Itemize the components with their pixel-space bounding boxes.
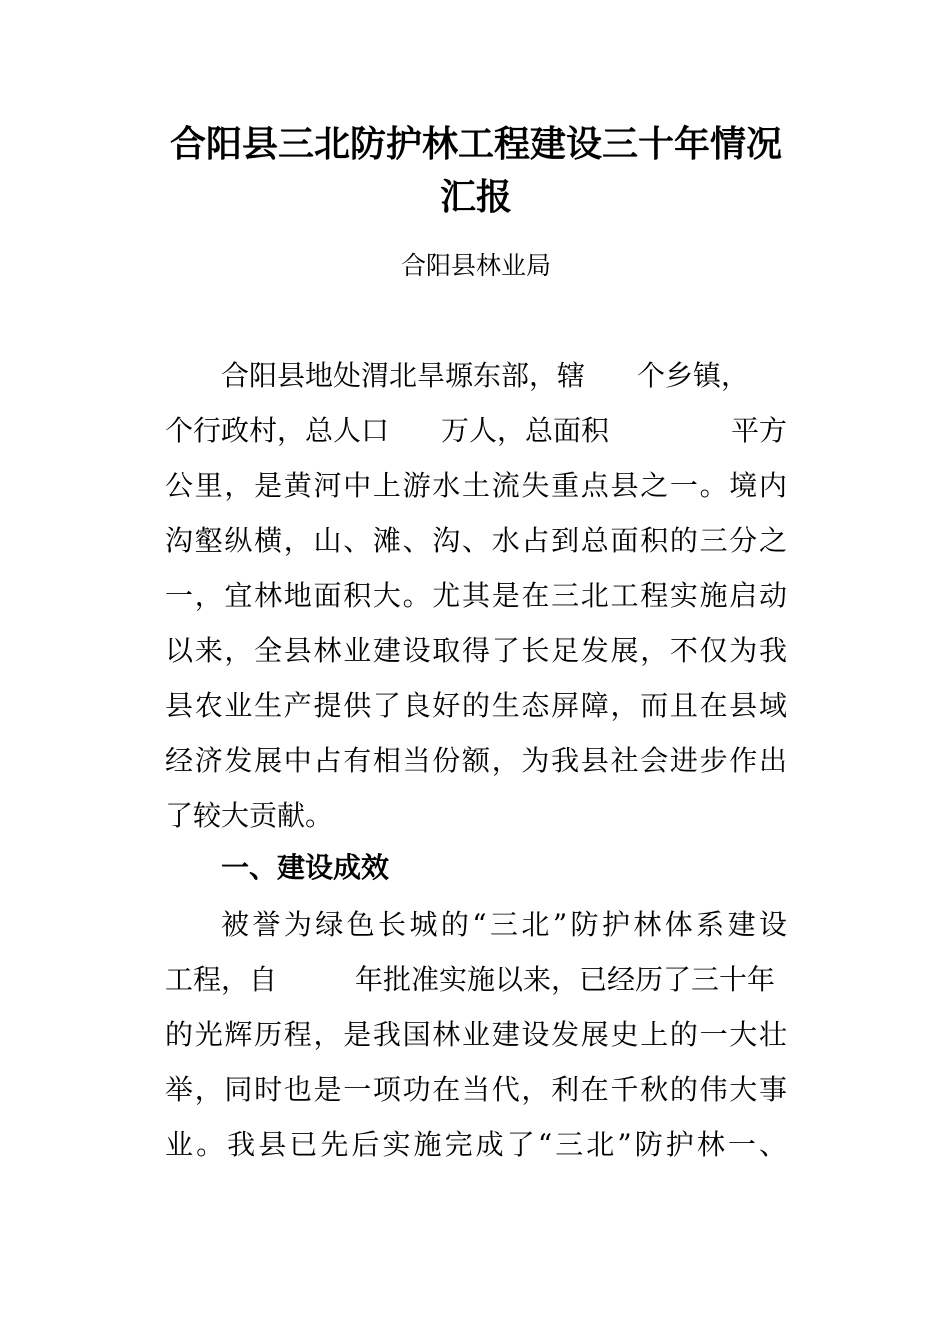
paragraph-1-line-5: 一，宜林地面积大。尤其是在三北工程实施启动 — [165, 579, 787, 612]
paragraph-1-line-2-part-3: 平方 — [731, 414, 788, 447]
paragraph-2-line-4: 举，同时也是一项功在当代，利在千秋的伟大事 — [165, 1073, 787, 1106]
paragraph-2-line-3: 的光辉历程，是我国林业建设发展史上的一大壮 — [165, 1018, 787, 1051]
paragraph-2-line-2-part-1: 工程，自 — [165, 963, 278, 996]
paragraph-1-line-3: 公里，是黄河中上游水土流失重点县之一。境内 — [165, 469, 787, 502]
paragraph-1-line-8: 经济发展中占有相当份额，为我县社会进步作出 — [165, 744, 787, 777]
paragraph-1-line-6: 以来，全县林业建设取得了长足发展，不仅为我 — [165, 634, 787, 667]
paragraph-1-line-7: 县农业生产提供了良好的生态屏障，而且在县域 — [165, 689, 787, 722]
document-title-line-1: 合阳县三北防护林工程建设三十年情况 — [169, 124, 782, 165]
paragraph-1-line-4: 沟壑纵横，山、滩、沟、水占到总面积的三分之 — [165, 524, 787, 557]
paragraph-2-line-5: 业。我县已先后实施完成了“三北”防护林一、 — [165, 1128, 787, 1161]
paragraph-1-line-1-part-1: 合阳县地处渭北旱塬东部，辖 — [221, 359, 586, 392]
paragraph-1-line-1-part-2: 个乡镇， — [637, 359, 750, 392]
document-title-line-2: 汇报 — [439, 177, 512, 218]
paragraph-2-line-1: 被誉为绿色长城的“三北”防护林体系建设 — [221, 908, 787, 941]
paragraph-1-line-2-part-2: 万人，总面积 — [441, 414, 610, 447]
section-1-heading: 一、建设成效 — [221, 851, 390, 884]
document-author: 合阳县林业局 — [400, 251, 551, 280]
paragraph-1-line-2-part-1: 个行政村，总人口 — [165, 414, 390, 447]
paragraph-1-line-9: 了较大贡献。 — [165, 799, 334, 832]
paragraph-2-line-2-part-2: 年批准实施以来，已经历了三十年 — [355, 963, 776, 996]
